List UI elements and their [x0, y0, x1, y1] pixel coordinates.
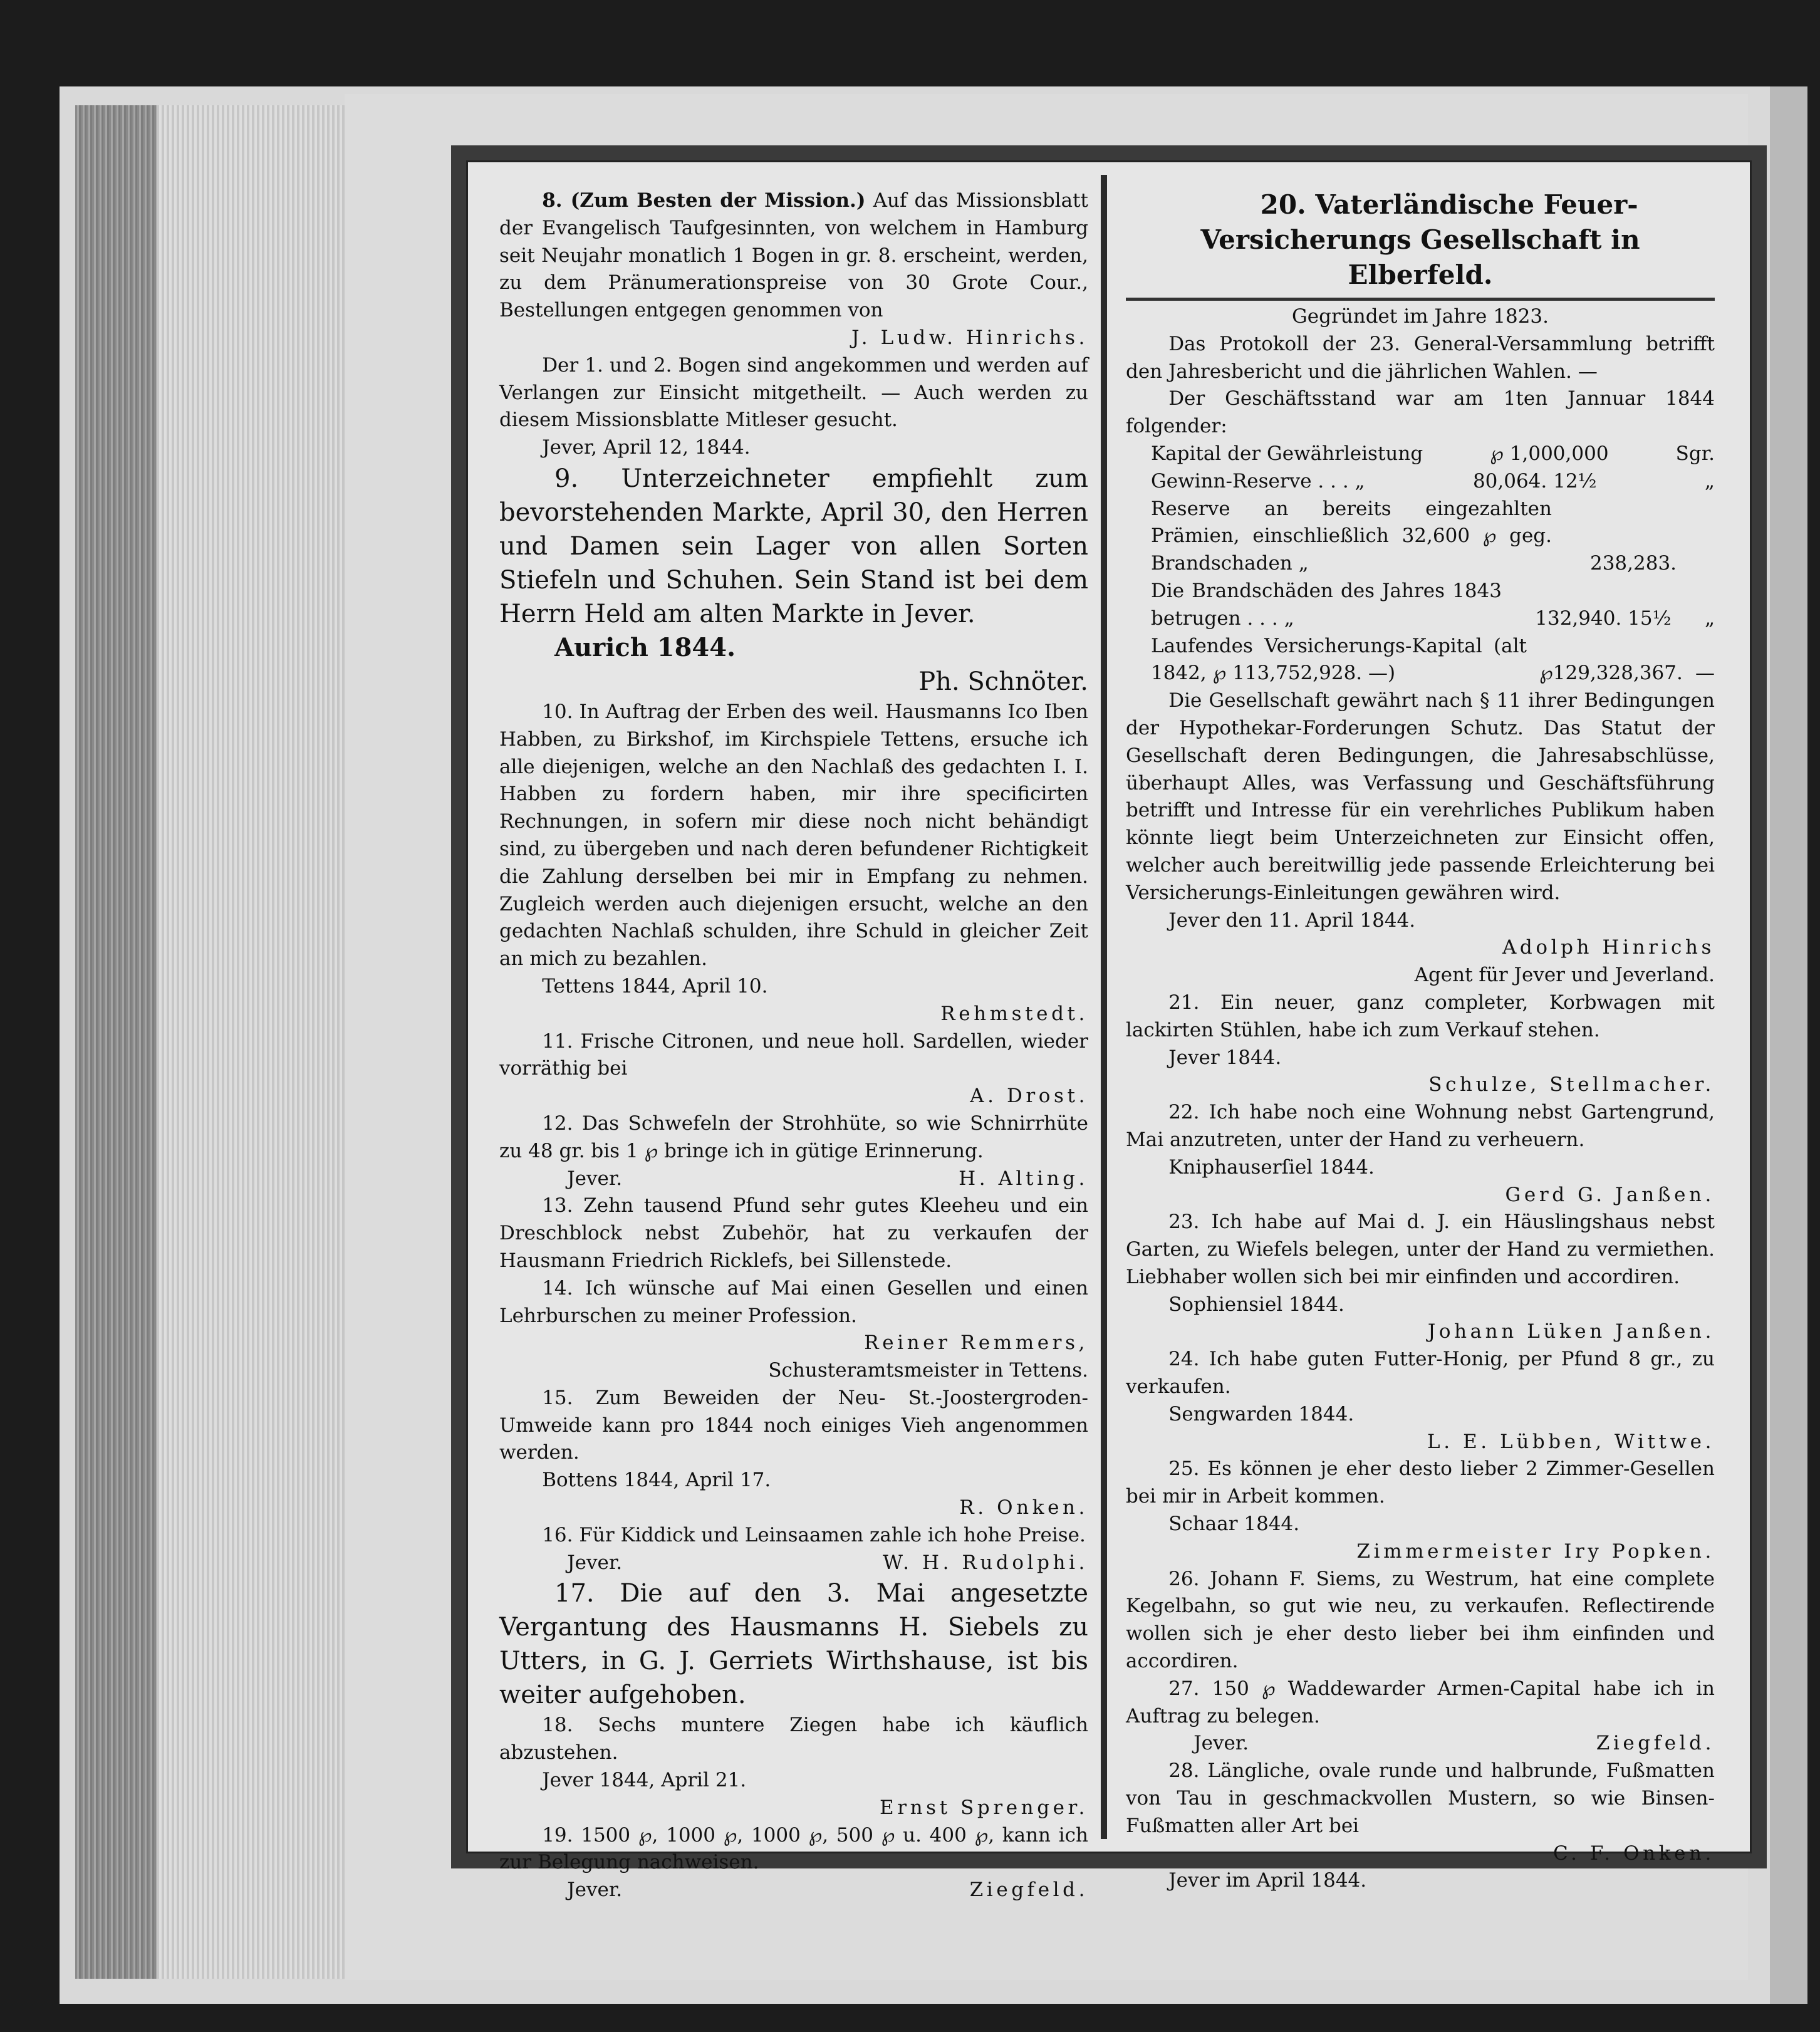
balance-row: Gewinn-Reserve . . . „ 80,064. 12½ „	[1151, 469, 1715, 492]
notice-19-footer: Jever. Ziegfeld.	[567, 1878, 1088, 1902]
notice-20-signature: Adolph Hinrichs	[1502, 936, 1715, 959]
balance-row: Reserve an bereits eingezahlten Prämien, einschließlich 32,600 ℘ geg. Brandschaden „ 238,283.	[1151, 497, 1677, 575]
notice-28: 28. Längliche, ovale runde und halbrunde, Fußmatten von Tau in geschmackvollen Mustern, so wie Binsen-Fußmatten aller Art bei	[1126, 1759, 1715, 1837]
notice-24-signature: L. E. Lübben, Wittwe.	[1427, 1430, 1715, 1453]
notice-23-signature: Johann Lüken Janßen.	[1427, 1320, 1715, 1343]
notice-21: 21. Ein neuer, ganz completer, Korbwagen mit lackirten Stühlen, habe ich zum Verkauf stehen.	[1126, 991, 1715, 1041]
notice-24: 24. Ich habe guten Futter-Honig, per Pfund 8 gr., zu verkaufen.	[1126, 1348, 1715, 1399]
notice-12: 12. Das Schwefeln der Strohhüte, so wie Schnirrhüte zu 48 gr. bis 1 ℘ bringe ich in gütige Erinnerung.	[499, 1112, 1088, 1162]
cover-edge-right	[1770, 86, 1807, 2004]
notice-8-signature: J. Ludw. Hinrichs.	[851, 326, 1088, 349]
notice-20-terms: Die Gesellschaft gewährt nach § 11 ihrer Bedingungen der Hypothekar-Forderungen Schutz. Das Statut der Gesellschaft deren Bedingungen, die Jahresabschlüsse, überhaupt Alles, was Verfassung und Geschäftsführung betrifft und Intresse für ein verehrliches Publikum haben könnte liegt beim Unterzeichneten zur Einsicht offen, welcher auch bereitwillig jede passende Erleichterung bei Versicherungs-Einleitungen gewähren wird.	[1126, 689, 1715, 904]
notice-19: 19. 1500 ℘, 1000 ℘, 1000 ℘, 500 ℘ u. 400 ℘, kann ich zur Belegung nachweisen.	[499, 1823, 1088, 1874]
notice-9: 9. Unterzeichneter empfiehlt zum bevorstehenden Markte, April 30, den Herren und Damen sein Lager von allen Sorten Stiefeln und Schuhen. Sein Stand ist bei dem Herrn Held am alten Markte in Jever.	[499, 464, 1088, 628]
book-spine	[75, 105, 157, 1979]
notice-15-date: Bottens 1844, April 17.	[542, 1469, 771, 1492]
notice-20-founded: Gegründet im Jahre 1823.	[1291, 305, 1549, 328]
notice-22-date: Kniphauserſiel 1844.	[1168, 1155, 1375, 1179]
advertisement-frame	[451, 145, 1767, 1902]
notice-25-signature: Zimmermeister Iry Popken.	[1356, 1540, 1715, 1563]
notice-9-signature: Ph. Schnöter.	[918, 667, 1088, 696]
notice-9-place: Aurich 1844.	[554, 632, 736, 662]
notice-18: 18. Sechs muntere Ziegen habe ich käuflich abzustehen.	[499, 1714, 1088, 1764]
notice-10: 10. In Auftrag der Erben des weil. Hausmanns Ico Iben Habben, zu Birkshof, im Kirchspiele Tettens, ersuche ich alle diejenigen, welche an den Nachlaß des gedachten I. I. Habben zu fordern haben, mir ihre specificirten Rechnungen, in sofern mir diese noch nicht behändigt sind, zu übergeben und nach deren befundener Richtigkeit die Zahlung derselben bei mir in Empfang zu nehmen. Zugleich werden auch diejenigen ersucht, welche an den gedachten Nachlaß schulden, ihre Schuld in gleicher Zeit an mich zu bezahlen.	[499, 700, 1088, 971]
right-column	[1126, 187, 1715, 1892]
notice-11-signature: A. Drost.	[970, 1085, 1088, 1108]
notice-23-date: Sophiensiel 1844.	[1168, 1293, 1344, 1316]
notice-27-footer: Jever. Ziegfeld.	[1193, 1732, 1715, 1755]
notice-21-date: Jever 1844.	[1168, 1046, 1282, 1069]
notice-25-date: Schaar 1844.	[1168, 1513, 1300, 1536]
notice-18-signature: Ernst Sprenger.	[879, 1796, 1088, 1819]
balance-row: Laufendes Versicherungs-Kapital (alt 1842, ℘ 113,752,928. —) ℘129,328,367. —	[1151, 634, 1715, 685]
left-column	[499, 187, 1088, 1902]
notice-26: 26. Johann F. Siems, zu Westrum, hat eine complete Kegelbahn, so gut wie neu, zu verkaufen. Reflectirende wollen sich je eher desto lieber bei ihm einfinden und accordiren.	[1126, 1567, 1715, 1673]
notice-28-signature: C. F. Onken.	[1552, 1842, 1715, 1865]
notice-23: 23. Ich habe auf Mai d. J. ein Häuslingshaus nebst Garten, zu Wiefels belegen, unter der Hand zu vermiethen. Liebhaber wollen sich bei mir einfinden und accordiren.	[1126, 1211, 1715, 1288]
notice-12-footer: Jever. H. Alting.	[567, 1167, 1088, 1190]
notice-8-body2: Der 1. und 2. Bogen sind angekommen und werden auf Verlangen zur Einsicht mitgetheilt. — Auch werden zu diesem Missionsblatte Mitleser gesucht.	[499, 353, 1088, 432]
notice-13: 13. Zehn tausend Pfund sehr gutes Kleeheu und ein Dreschblock nebst Zubehör, hat zu verkaufen der Hausmann Friedrich Ricklefs, bei Sillenstede.	[499, 1194, 1088, 1272]
notice-20-date: Jever den 11. April 1844.	[1168, 909, 1416, 932]
notice-10-date: Tettens 1844, April 10.	[542, 974, 768, 998]
notice-20-signature-title: Agent für Jever und Jeverland.	[1414, 964, 1715, 987]
notice-28-date: Jever im April 1844.	[1168, 1869, 1367, 1892]
notice-16: 16. Für Kiddick und Leinsaamen zahle ich hohe Preise.	[542, 1523, 1086, 1546]
notice-24-date: Sengwarden 1844.	[1168, 1402, 1355, 1425]
notice-20-heading: 20. Vaterländische Feuer-Versicherungs Gesellschaft in Elberfeld.	[1200, 189, 1640, 290]
notice-22: 22. Ich habe noch eine Wohnung nebst Gartengrund, Mai anzutreten, unter der Hand zu verheuern.	[1126, 1101, 1715, 1151]
notice-14-signature: Reiner Remmers,	[864, 1331, 1088, 1355]
notice-14: 14. Ich wünsche auf Mai einen Gesellen und einen Lehrburschen zu meiner Profession.	[499, 1276, 1088, 1327]
notice-22-signature: Gerd G. Janßen.	[1505, 1183, 1715, 1206]
notice-14-signature-title: Schusteramtsmeister in Tettens.	[768, 1359, 1088, 1382]
page-stack-edge	[157, 105, 345, 1979]
notice-15-signature: R. Onken.	[959, 1496, 1088, 1519]
notice-20-status: Der Geschäftsstand war am 1ten Jannuar 1844 folgender:	[1126, 387, 1715, 438]
notice-11: 11. Frische Citronen, und neue holl. Sardellen, wieder vorräthig bei	[499, 1029, 1088, 1080]
frame-inner	[466, 160, 1752, 1902]
notice-8: 8. (Zum Besten der Mission.) Auf das Missionsblatt der Evangelisch Taufgesinnten, von welchem in Hamburg seit Neujahr monatlich 1 Bogen in gr. 8. erscheint, werden, zu dem Pränumerationspreise von 30 Grote Cour., Bestellungen entgegen genommen von	[499, 189, 1088, 322]
notice-8-date: Jever, April 12, 1844.	[542, 436, 751, 459]
notice-10-signature: Rehmstedt.	[940, 1002, 1088, 1025]
balance-row: Kapital der Gewährleistung ℘ 1,000,000 Sgr.	[1151, 442, 1715, 465]
notice-16-footer: Jever. W. H. Rudolphi.	[567, 1551, 1088, 1574]
notice-20-protocol: Das Protokoll der 23. General-Versammlung betrifft den Jahresbericht und die jährlichen Wahlen. —	[1126, 332, 1715, 383]
notice-27: 27. 150 ℘ Waddewarder Armen-Capital habe ich in Auftrag zu belegen.	[1126, 1677, 1715, 1727]
notice-17: 17. Die auf den 3. Mai angesetzte Vergantung des Hausmanns H. Siebels zu Utters, in G. J. Gerriets Wirthshause, ist bis weiter aufgehoben.	[499, 1579, 1088, 1710]
notice-18-date: Jever 1844, April 21.	[542, 1769, 747, 1792]
column-divider	[1101, 175, 1107, 1839]
notice-25: 25. Es können je eher desto lieber 2 Zimmer-Gesellen bei mir in Arbeit kommen.	[1126, 1457, 1715, 1508]
notice-21-signature: Schulze, Stellmacher.	[1428, 1073, 1715, 1097]
balance-row: Die Brandschäden des Jahres 1843 betrugen . . . „ 132,940. 15½ „	[1151, 579, 1715, 630]
heading-rule	[1126, 298, 1715, 301]
notice-15: 15. Zum Beweiden der Neu- St.-Joostergroden-Umweide kann pro 1844 noch einiges Vieh angenommen werden.	[499, 1386, 1088, 1464]
